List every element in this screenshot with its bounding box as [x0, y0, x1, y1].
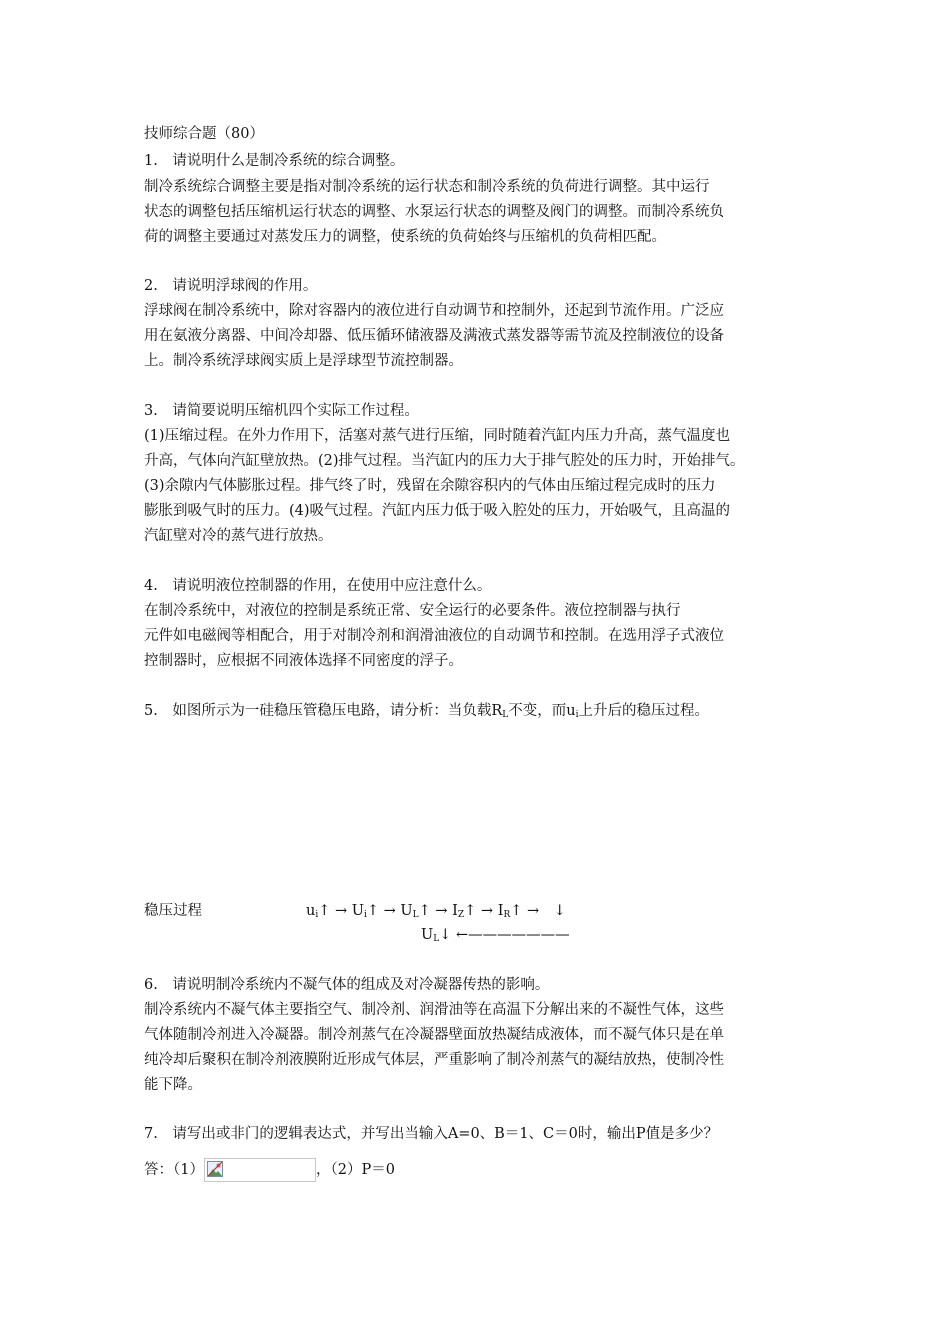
answer-4-line-3: 控制器时，应根据不同液体选择不同密度的浮子。: [144, 653, 463, 669]
symbol-u: u: [566, 703, 576, 719]
answer-1-line-3: 荷的调整主要通过对蒸发压力的调整，使系统的负荷始终与压缩机的负荷相匹配。: [144, 229, 666, 245]
broken-image-icon: [207, 1161, 223, 1177]
document-title: 技师综合题（80）: [144, 126, 264, 142]
answer-2-line-2: 用在氨液分离器、中间冷却器、低压循环储液器及满液式蒸发器等需节流及控制液位的设备: [144, 328, 724, 344]
question-1: 1. 请说明什么是制冷系统的综合调整。: [144, 153, 405, 169]
answer-3-line-4: 膨胀到吸气时的压力。(4)吸气过程。汽缸内压力低于吸入腔处的压力，开始吸气，且高温的: [144, 503, 731, 519]
question-5: [144, 701, 709, 725]
answer-3-line-2: 升高，气体向汽缸壁放热。(2)排气过程。当汽缸内的压力大于排气腔处的压力时，开始排气。: [144, 453, 745, 469]
answer-2-line-3: 上。制冷系统浮球阀实质上是浮球型节流控制器。: [144, 353, 463, 369]
answer-6-line-3: 纯冷却后聚积在制冷剂液膜附近形成气体层，严重影响了制冷剂蒸气的凝结放热，使制冷性: [144, 1052, 724, 1068]
chain-item-4: $I_R↑$ → ↓: [497, 903, 566, 920]
question-7: 7. 请写出或非门的逻辑表达式，并写出当输入A=0、B＝1、C＝0时，输出P值是多少？: [144, 1126, 719, 1142]
answer-4-line-2: 元件如电磁阀等相配合，用于对制冷剂和润滑油液位的自动调节和控制。在选用浮子式液位: [144, 628, 724, 644]
answer-7-suffix: ，（2）P＝0: [315, 1162, 395, 1178]
symbol-u-sub: i: [575, 710, 579, 720]
answer-2-line-1: 浮球阀在制冷系统中，除对容器内的液位进行自动调节和控制外，还起到节流作用。广泛应: [144, 303, 724, 319]
answer-3-line-5: 汽缸壁对冷的蒸气进行放热。: [144, 528, 333, 544]
broken-image-placeholder: [204, 1158, 316, 1182]
chain-item-0: $u_i↑$ →: [306, 903, 348, 920]
question-5-suffix: 上升后的稳压过程。: [578, 703, 709, 719]
answer-7: [144, 1158, 395, 1182]
process-feedback: $U_L↓$ ←———————: [421, 927, 570, 944]
process-label: 稳压过程: [144, 903, 202, 919]
process-chain: [306, 901, 566, 925]
question-5-mid: 不变，而: [508, 703, 567, 719]
chain-item-2: $U_L↑$ →: [400, 903, 448, 920]
symbol-r-sub: L: [502, 710, 509, 720]
chain-item-1: $U_i↑$ →: [351, 903, 396, 920]
answer-6-line-2: 气体随制冷剂进入冷凝器。制冷剂蒸气在冷凝器壁面放热凝结成液体，而不凝气体只是在单: [144, 1027, 724, 1043]
answer-3-line-1: (1)压缩过程。在外力作用下，活塞对蒸气进行压缩，同时随着汽缸内压力升高，蒸气温度也: [144, 428, 731, 444]
chain-item-3: $I_Z↑$ →: [452, 903, 494, 920]
question-3: 3. 请简要说明压缩机四个实际工作过程。: [144, 403, 419, 419]
question-6: 6. 请说明制冷系统内不凝气体的组成及对冷凝器传热的影响。: [144, 977, 550, 993]
answer-1-line-2: 状态的调整包括压缩机运行状态的调整、水泵运行状态的调整及阀门的调整。而制冷系统负: [144, 204, 724, 220]
answer-6-line-1: 制冷系统内不凝气体主要指空气、制冷剂、润滑油等在高温下分解出来的不凝性气体，这些: [144, 1002, 724, 1018]
question-2: 2. 请说明浮球阀的作用。: [144, 278, 318, 294]
answer-7-prefix: 答：（1）: [144, 1162, 204, 1178]
question-4: 4. 请说明液位控制器的作用，在使用中应注意什么。: [144, 578, 492, 594]
symbol-r: R: [491, 703, 503, 719]
question-5-prefix: 5. 如图所示为一硅稳压管稳压电路，请分析：当负载: [144, 703, 492, 719]
answer-4-line-1: 在制冷系统中，对液位的控制是系统正常、安全运行的必要条件。液位控制器与执行: [144, 603, 681, 619]
answer-3-line-3: (3)余隙内气体膨胀过程。排气终了时，残留在余隙容积内的气体由压缩过程完成时的压力: [144, 478, 716, 494]
answer-1-line-1: 制冷系统综合调整主要是指对制冷系统的运行状态和制冷系统的负荷进行调整。其中运行: [144, 179, 710, 195]
answer-6-line-4: 能下降。: [144, 1077, 202, 1093]
